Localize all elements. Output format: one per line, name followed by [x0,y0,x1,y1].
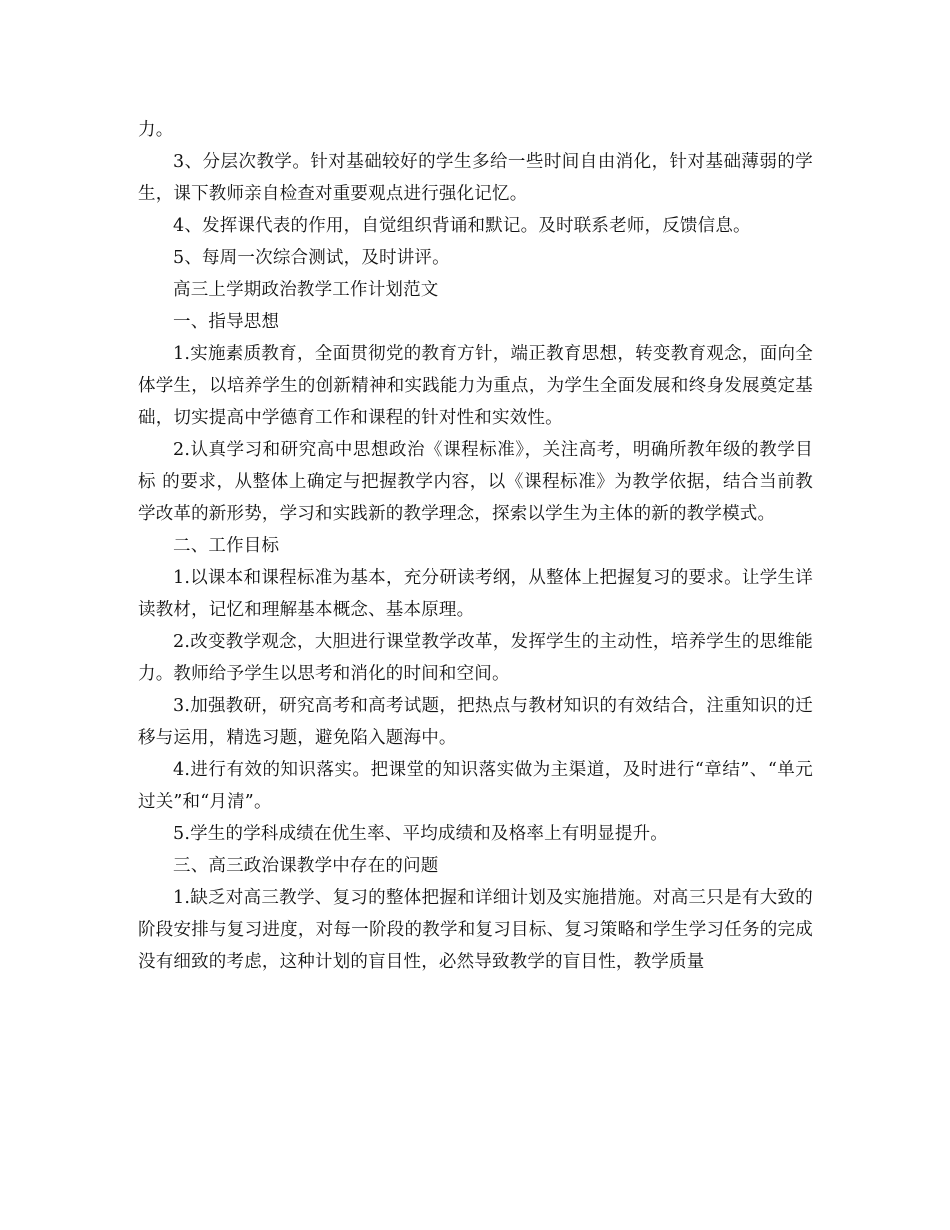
paragraph-goal-4: 4.进行有效的知识落实。把课堂的知识落实做为主渠道，及时进行“章结”、“单元过关”和“月清”。 [138,760,813,812]
section-heading-guiding-thought: 一、指导思想 [173,312,280,332]
section-heading-problems: 三、高三政治课教学中存在的问题 [173,856,439,876]
paragraph-goal-3: 3.加强教研，研究高考和高考试题，把热点与教材知识的有效结合，注重知识的迁移与运用，精选习题，避免陷入题海中。 [138,696,813,748]
paragraph-goal-1: 1.以课本和课程标准为基本，充分研读考纲，从整体上把握复习的要求。让学生详读教材，记忆和理解基本概念、基本原理。 [138,568,813,620]
document-title: 高三上学期政治教学工作计划范文 [173,280,439,300]
paragraph-item-4: 4、发挥课代表的作用，自觉组织背诵和默记。及时联系老师，反馈信息。 [173,216,751,236]
paragraph-guiding-1: 1.实施素质教育，全面贯彻党的教育方针，端正教育思想，转变教育观念，面向全体学生，以培养学生的创新精神和实践能力为重点，为学生全面发展和终身发展奠定基础，切实提高中学德育工作和课程的针对性和实效性。 [138,344,813,428]
paragraph-item-3: 3、分层次教学。针对基础较好的学生多给一些时间自由消化，针对基础薄弱的学生，课下教师亲自检查对重要观点进行强化记忆。 [138,152,813,204]
paragraph-goal-2: 2.改变教学观念，大胆进行课堂教学改革，发挥学生的主动性，培养学生的思维能力。教师给予学生以思考和消化的时间和空间。 [138,632,813,684]
paragraph-item-5: 5、每周一次综合测试，及时讲评。 [173,248,450,268]
paragraph-guiding-2: 2.认真学习和研究高中思想政治《课程标准》，关注高考，明确所教年级的教学目标 的要求，从整体上确定与把握教学内容，以《课程标准》为教学依据，结合当前教学改革的新形势，学习和实践新的教学理念，探索以学生为主体的新的教学模式。 [138,440,813,524]
document-body [138,114,813,978]
paragraph-goal-5: 5.学生的学科成绩在优生率、平均成绩和及格率上有明显提升。 [173,824,668,844]
paragraph-problem-1: 1.缺乏对高三教学、复习的整体把握和详细计划及实施措施。对高三只是有大致的阶段安排与复习进度，对每一阶段的教学和复习目标、复习策略和学生学习任务的完成没有细致的考虑，这种计划的盲目性，必然导致教学的盲目性，教学质量 [138,888,813,972]
paragraph-continuation: 力。 [138,120,174,140]
section-heading-work-goals: 二、工作目标 [173,536,280,556]
